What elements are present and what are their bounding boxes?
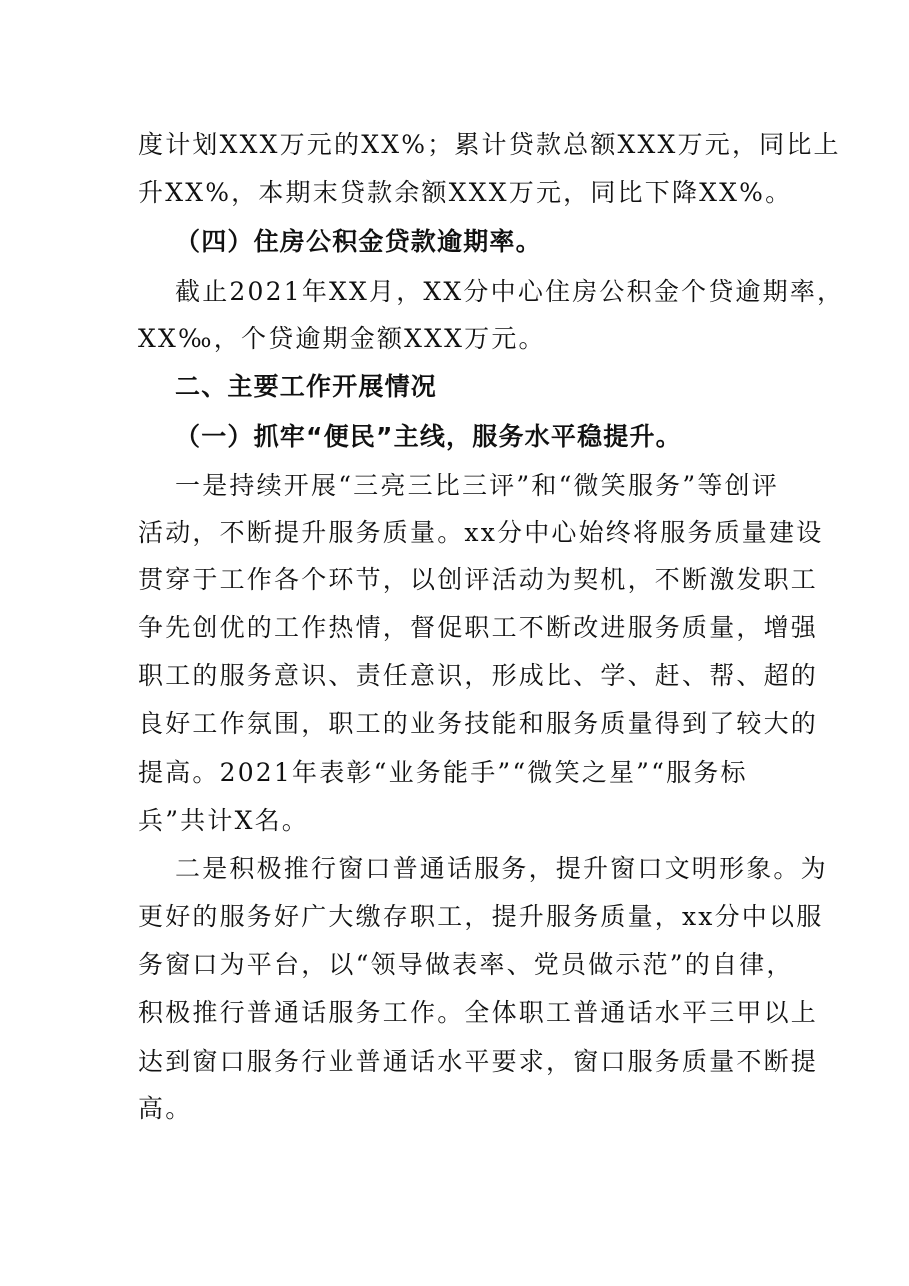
paragraph-line: 良好工作氛围，职工的业务技能和服务质量得到了较大的: [138, 709, 819, 738]
paragraph-line: 达到窗口服务行业普通话水平要求，窗口服务质量不断提: [138, 1047, 819, 1076]
paragraph-line: 度计划XXX万元的XX%；累计贷款总额XXX万元，同比上: [138, 130, 841, 159]
paragraph-line: 兵”共计X名。: [138, 806, 309, 835]
paragraph-line: 一是持续开展“三亮三比三评”和“微笑服务”等创评: [175, 471, 779, 500]
paragraph-line: 更好的服务好广大缴存职工，提升服务质量，xx分中以服: [138, 902, 824, 931]
paragraph-line: 积极推行普通话服务工作。全体职工普通话水平三甲以上: [138, 998, 819, 1027]
chapter-heading: 二、主要工作开展情况: [175, 372, 438, 401]
paragraph-line: 提高。2021年表彰“业务能手”“微笑之星”“服务标: [138, 758, 748, 787]
paragraph-line: 高。: [138, 1094, 193, 1123]
paragraph-line: 截止2021年XX月，XX分中心住房公积金个贷逾期率，: [175, 277, 845, 306]
paragraph-line: 务窗口为平台，以“领导做表率、党员做示范”的自律，: [138, 950, 794, 979]
section-heading: （四）住房公积金贷款逾期率。: [175, 227, 542, 256]
paragraph-line: 贯穿于工作各个环节，以创评活动为契机，不断激发职工: [138, 565, 819, 594]
paragraph-line: 升XX%，本期末贷款余额XXX万元，同比下降XX%。: [138, 178, 793, 207]
paragraph-line: 活动，不断提升服务质量。xx分中心始终将服务质量建设: [138, 518, 824, 547]
paragraph-line: XX‰，个贷逾期金额XXX万元。: [138, 324, 546, 353]
paragraph-line: 争先创优的工作热情，督促职工不断改进服务质量，增强: [138, 613, 819, 642]
section-heading: （一）抓牢“便民”主线，服务水平稳提升。: [175, 422, 682, 451]
paragraph-line: 职工的服务意识、责任意识，形成比、学、赶、帮、超的: [138, 661, 819, 690]
paragraph-line: 二是积极推行窗口普通话服务，提升窗口文明形象。为: [175, 854, 828, 883]
